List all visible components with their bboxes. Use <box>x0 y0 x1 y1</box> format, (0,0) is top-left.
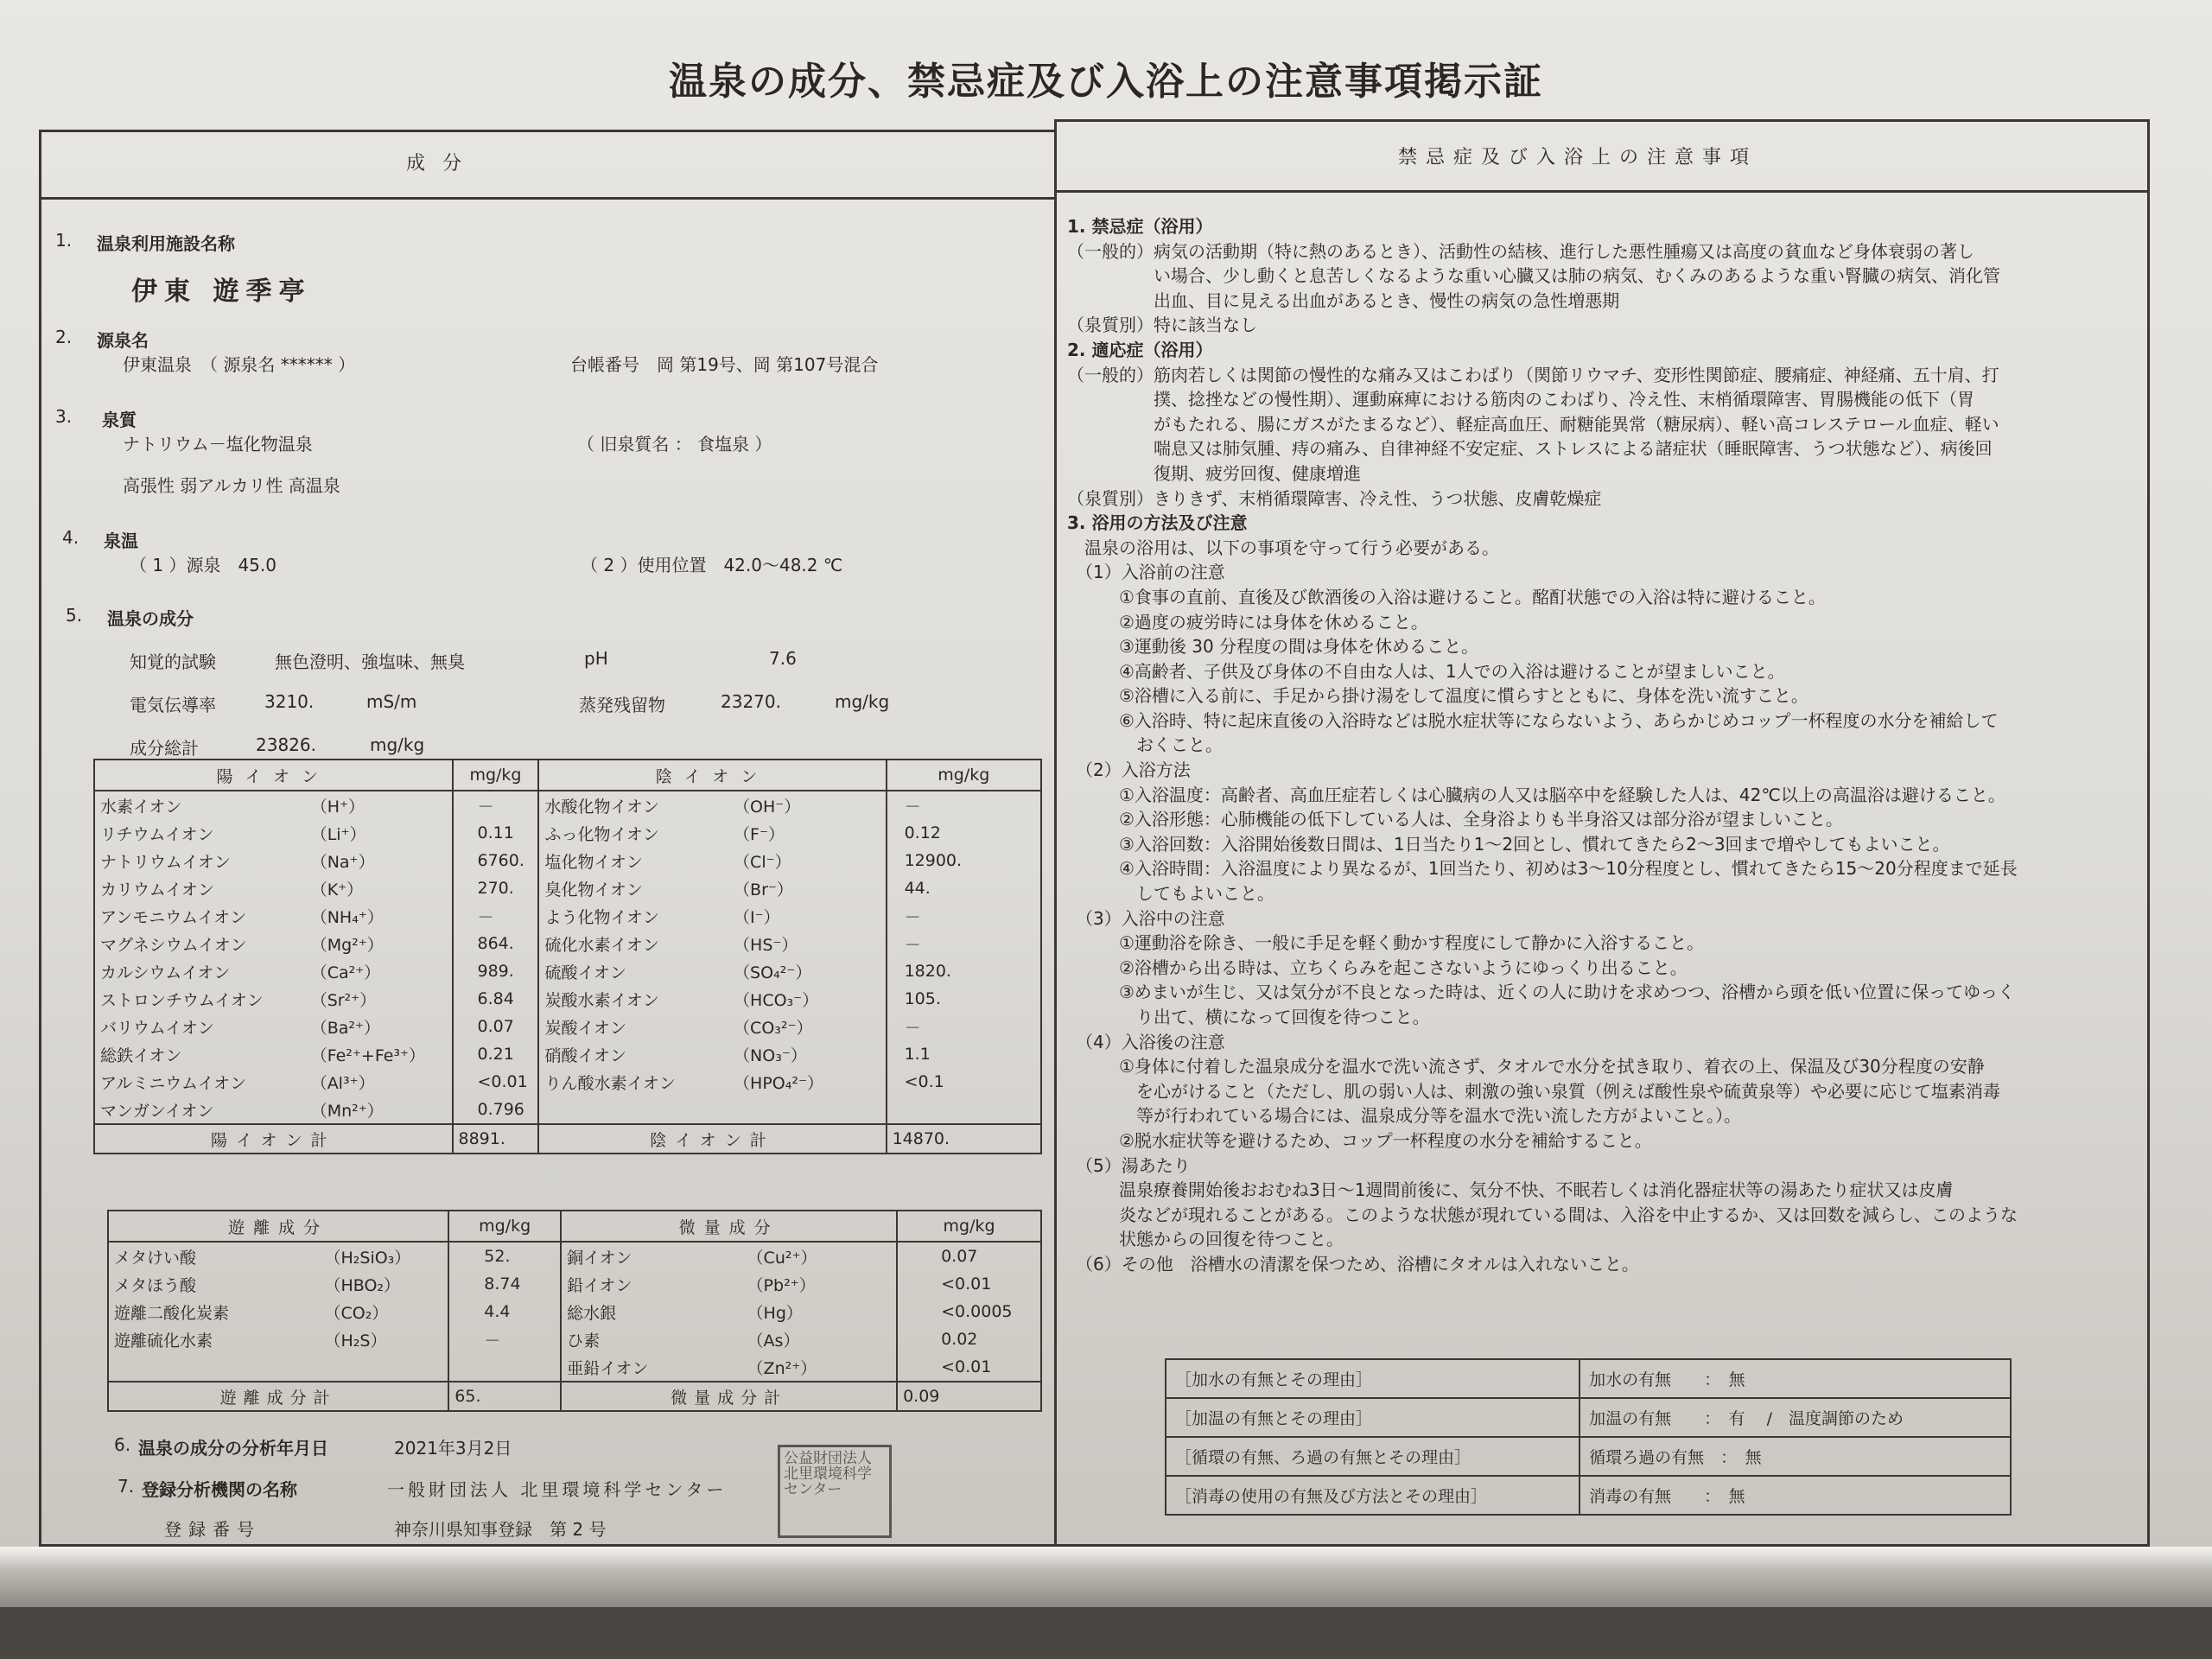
cation-name: カルシウムイオン <box>94 957 306 985</box>
cation-name: ナトリウムイオン <box>94 847 306 874</box>
temp-label: 泉温 <box>104 531 138 551</box>
cation-value: － <box>453 791 539 819</box>
cation-value: 270. <box>453 874 539 902</box>
cation-name: ストロンチウムイオン <box>94 985 306 1013</box>
analysis-date-num: 6. <box>114 1434 131 1455</box>
free-name: 遊離二酸化炭素 <box>108 1298 319 1325</box>
left-header-rule <box>39 197 1057 200</box>
cation-formula: （Li⁺） <box>306 819 453 847</box>
cation-name: アルミニウムイオン <box>94 1068 306 1096</box>
precaution-line: 復期、疲労回復、健康増進 <box>1067 462 1361 484</box>
cation-formula: （NH₄⁺） <box>306 902 453 930</box>
anion-name: 塩化物イオン <box>538 847 728 874</box>
trace-total-label: 微量成分計 <box>561 1382 897 1411</box>
table-row <box>108 1298 1041 1325</box>
quality-value: ナトリウム－塩化物温泉 <box>123 434 313 454</box>
cation-name: マンガンイオン <box>94 1096 306 1124</box>
anion-value: 0.12 <box>887 819 1041 847</box>
anion-total: 14870. <box>887 1124 1041 1154</box>
precaution-line: 等が行われている場合には、温泉成分等を温水で洗い流した方がよいこと。）。 <box>1067 1105 1741 1127</box>
lab-name: 一般財団法人 北里環境科学センター <box>387 1479 728 1500</box>
anion-formula: （CO₃²⁻） <box>728 1013 887 1040</box>
trace-value: 0.07 <box>897 1242 1041 1270</box>
precaution-line: 3. 浴用の方法及び注意 <box>1067 512 1248 534</box>
free-total: 65. <box>448 1382 561 1411</box>
seal-text: 公益財団法人北里環境科学センター <box>784 1450 872 1498</box>
total-label: 成分総計 <box>130 738 199 759</box>
cation-formula: （Al³⁺） <box>306 1068 453 1096</box>
table-row <box>108 1353 1041 1382</box>
anion-formula: （Cl⁻） <box>728 847 887 874</box>
table-row <box>94 1013 1041 1040</box>
hygiene-row <box>1166 1437 2011 1476</box>
hygiene-row <box>1166 1476 2011 1515</box>
precaution-line: （3）入浴中の注意 <box>1067 907 1225 929</box>
free-value: 8.74 <box>448 1270 561 1298</box>
anion-name: ふっ化物イオン <box>538 819 728 847</box>
cond-label: 電気伝導率 <box>130 695 216 715</box>
anion-name: 炭酸イオン <box>538 1013 728 1040</box>
trace-name: 銅イオン <box>561 1242 741 1270</box>
precaution-line: ②過度の疲労時には身体を休めること。 <box>1067 611 1428 632</box>
precaution-line: してもよいこと。 <box>1067 883 1274 905</box>
ion-table <box>93 759 1042 1154</box>
precaution-line: （泉質別）きりきず、末梢循環障害、冷え性、うつ状態、皮膚乾燥症 <box>1067 487 1602 509</box>
trace-name: ひ素 <box>561 1325 741 1353</box>
trace-formula: （As） <box>742 1325 898 1353</box>
anion-formula: （HS⁻） <box>728 930 887 957</box>
anion-value: － <box>887 1013 1041 1040</box>
precautions-text <box>1067 214 2126 1277</box>
free-formula: （H₂SiO₃） <box>319 1242 448 1270</box>
temp-use: （ 2 ）使用位置 42.0～48.2 ℃ <box>581 555 843 575</box>
precaution-line: ④高齢者、子供及び身体の不自由な人は、1人での入浴は避けることが望ましいこと。 <box>1067 660 1785 682</box>
left-header: 成分 <box>406 153 480 175</box>
cation-total: 8891. <box>453 1124 539 1154</box>
hygiene-status: 加水の有無 ： 無 <box>1580 1359 2011 1398</box>
anion-formula: （I⁻） <box>728 902 887 930</box>
hygiene-item: ［加温の有無とその理由］ <box>1166 1398 1580 1437</box>
anion-formula: （F⁻） <box>728 819 887 847</box>
trace-formula: （Pb²⁺） <box>742 1270 898 1298</box>
free-name: メタほう酸 <box>108 1270 319 1298</box>
table-row <box>94 957 1041 985</box>
cation-value: 864. <box>453 930 539 957</box>
ph-value: 7.6 <box>769 648 797 669</box>
free-unit-header: mg/kg <box>448 1211 561 1242</box>
cation-formula: （Sr²⁺） <box>306 985 453 1013</box>
precaution-line: ⑥入浴時、特に起床直後の入浴時などは脱水症状等にならないよう、あらかじめコップ一杯程度の水分を補給して <box>1067 709 1999 731</box>
anion-header: 陰イオン <box>538 760 886 791</box>
cation-value: 0.796 <box>453 1096 539 1124</box>
cation-name: アンモニウムイオン <box>94 902 306 930</box>
precaution-line: ③入浴回数：入浴開始後数日間は、1日当たり1～2回とし、慣れてきたら2～3回まで増やしてもよいこと。 <box>1067 833 1950 855</box>
hygiene-row <box>1166 1398 2011 1437</box>
free-name: 遊離硫化水素 <box>108 1325 319 1353</box>
anion-value: 105. <box>887 985 1041 1013</box>
sensory-value: 無色澄明、強塩味、無臭 <box>275 652 465 672</box>
precaution-line: ①食事の直前、直後及び飲酒後の入浴は避けること。酩酊状態での入浴は特に避けること。 <box>1067 586 1826 607</box>
cation-value: 0.11 <box>453 819 539 847</box>
quality-traits: 高張性 弱アルカリ性 高温泉 <box>123 475 340 496</box>
precaution-line: 撲、捻挫などの慢性期）、運動麻痺における筋肉のこわばり、冷え性、末梢循環障害、胃腸機能の低下（胃 <box>1067 389 1974 410</box>
free-trace-body <box>108 1242 1041 1382</box>
table-row <box>94 1096 1041 1124</box>
facility-num: 1. <box>55 230 73 251</box>
ph-label: pH <box>584 648 608 669</box>
precaution-line: （泉質別）特に該当なし <box>1067 315 1257 336</box>
anion-value <box>887 1096 1041 1124</box>
precaution-line: （1）入浴前の注意 <box>1067 562 1225 583</box>
cation-formula: （Ca²⁺） <box>306 957 453 985</box>
anion-formula: （HCO₃⁻） <box>728 985 887 1013</box>
free-total-label: 遊離成分計 <box>108 1382 448 1411</box>
hygiene-item: ［消毒の使用の有無及び方法とその理由］ <box>1166 1476 1580 1515</box>
precaution-line: ③運動後 30 分程度の間は身体を休めること。 <box>1067 636 1479 658</box>
hygiene-item: ［循環の有無、ろ過の有無とその理由］ <box>1166 1437 1580 1476</box>
table-row <box>94 1040 1041 1068</box>
facility-name: 伊東 遊季亭 <box>131 276 312 307</box>
hygiene-item: ［加水の有無とその理由］ <box>1166 1359 1580 1398</box>
trace-name: 総水銀 <box>561 1298 741 1325</box>
anion-name: りん酸水素イオン <box>538 1068 728 1096</box>
components-label: 温泉の成分 <box>107 608 194 629</box>
table-row <box>94 985 1041 1013</box>
precaution-line: ②入浴形態：心肺機能の低下している人は、全身浴よりも半身浴又は部分浴が望ましいこと。 <box>1067 809 1843 830</box>
residue-label: 蒸発残留物 <box>579 695 665 715</box>
lab-label: 登録分析機関の名称 <box>142 1479 297 1500</box>
cation-total-label: 陽イオン計 <box>94 1124 453 1154</box>
right-header-rule <box>1054 190 2150 193</box>
precaution-line: ②脱水症状等を避けるため、コップ一杯程度の水分を補給すること。 <box>1067 1129 1652 1151</box>
trace-value: <0.01 <box>897 1270 1041 1298</box>
source-name: 伊東温泉 （ 源泉名 ****** ） <box>123 354 356 375</box>
hygiene-status: 消毒の有無 ： 無 <box>1580 1476 2011 1515</box>
anion-formula: （HPO₄²⁻） <box>728 1068 887 1096</box>
precaution-line: ④入浴時間：入浴温度により異なるが、1回当たり、初めは3～10分程度とし、慣れてきたら15～20分程度まで延長 <box>1067 858 2018 880</box>
anion-value: － <box>887 791 1041 819</box>
notice-title: 温泉の成分、禁忌症及び入浴上の注意事項掲示証 <box>669 60 1543 104</box>
cation-formula: （K⁺） <box>306 874 453 902</box>
precaution-line: 状態からの回復を待つこと。 <box>1067 1229 1344 1250</box>
free-header: 遊離成分 <box>108 1211 448 1242</box>
total-unit: mg/kg <box>370 734 425 755</box>
precaution-line: ①運動浴を除き、一般に手足を軽く動かす程度にして静かに入浴すること。 <box>1067 932 1705 954</box>
precaution-line: （2）入浴方法 <box>1067 760 1191 781</box>
precaution-line: り出て、横になって回復を待つこと。 <box>1067 1007 1430 1027</box>
cation-name: 総鉄イオン <box>94 1040 306 1068</box>
anion-name: 臭化物イオン <box>538 874 728 902</box>
table-row <box>108 1242 1041 1270</box>
cation-value: 6.84 <box>453 985 539 1013</box>
source-num: 2. <box>55 327 73 347</box>
trace-value: <0.0005 <box>897 1298 1041 1325</box>
cation-name: リチウムイオン <box>94 819 306 847</box>
free-value <box>448 1353 561 1382</box>
cation-formula: （Mn²⁺） <box>306 1096 453 1124</box>
hygiene-table <box>1165 1358 2012 1516</box>
precaution-line: （一般的）筋肉若しくは関節の慢性的な痛み又はこわばり（関節リウマチ、変形性関節症、腰痛症、神経痛、五十肩、打 <box>1067 364 1999 385</box>
free-trace-table <box>107 1210 1042 1412</box>
precaution-line: 出血、目に見える出血があるとき、慢性の病気の急性増悪期 <box>1067 289 1620 311</box>
precaution-line: （5）湯あたり <box>1067 1154 1191 1176</box>
lab-reg-label: 登録番号 <box>164 1519 261 1540</box>
right-header: 禁忌症及び入浴上の注意事項 <box>1398 147 1758 168</box>
cond-value: 3210. <box>264 691 315 712</box>
table-row <box>94 791 1041 819</box>
components-num: 5. <box>66 605 83 626</box>
anion-formula: （SO₄²⁻） <box>728 957 887 985</box>
precaution-line: 温泉の浴用は、以下の事項を守って行う必要がある。 <box>1067 537 1499 558</box>
anion-formula <box>728 1096 887 1124</box>
cation-name: 水素イオン <box>94 791 306 819</box>
cation-value: 0.21 <box>453 1040 539 1068</box>
precaution-line: 炎などが現れることがある。このような状態が現れている間は、入浴を中止するか、又は回数を減らし、このような <box>1067 1204 2018 1225</box>
residue-value: 23270. <box>721 691 781 712</box>
anion-formula: （NO₃⁻） <box>728 1040 887 1068</box>
anion-formula: （OH⁻） <box>728 791 887 819</box>
free-name: メタけい酸 <box>108 1242 319 1270</box>
residue-unit: mg/kg <box>835 691 890 712</box>
source-label: 源泉名 <box>97 330 149 351</box>
cation-formula: （H⁺） <box>306 791 453 819</box>
facility-label: 温泉利用施設名称 <box>97 233 235 254</box>
anion-value: － <box>887 930 1041 957</box>
anion-name: 炭酸水素イオン <box>538 985 728 1013</box>
trace-unit-header: mg/kg <box>897 1211 1041 1242</box>
trace-value: 0.02 <box>897 1325 1041 1353</box>
hygiene-row <box>1166 1359 2011 1398</box>
cation-value: 989. <box>453 957 539 985</box>
temp-num: 4. <box>62 527 79 548</box>
precaution-line: ⑤浴槽に入る前に、手足から掛け湯をして温度に慣らすとともに、身体を洗い流すこと。 <box>1067 685 1808 707</box>
free-formula: （HBO₂） <box>319 1270 448 1298</box>
free-name <box>108 1353 319 1382</box>
anion-name <box>538 1096 728 1124</box>
temp-source: （ 1 ）源泉 45.0 <box>130 555 276 575</box>
precaution-line: ②浴槽から出る時は、立ちくらみを起こさないようにゆっくり出ること。 <box>1067 957 1688 978</box>
precaution-line: 温泉療養開始後おおむね3日～1週間前後に、気分不快、不眠若しくは消化器症状等の湯あたり症状又は皮膚 <box>1067 1179 1954 1201</box>
source-ledger: 台帳番号 岡 第19号、岡 第107号混合 <box>570 354 879 375</box>
cation-formula: （Na⁺） <box>306 847 453 874</box>
trace-formula: （Cu²⁺） <box>742 1242 898 1270</box>
cation-value: － <box>453 902 539 930</box>
cation-name: マグネシウムイオン <box>94 930 306 957</box>
anion-value: 12900. <box>887 847 1041 874</box>
anion-value: 44. <box>887 874 1041 902</box>
anion-unit-header: mg/kg <box>887 760 1041 791</box>
precaution-line: （4）入浴後の注意 <box>1067 1031 1225 1052</box>
cation-unit-header: mg/kg <box>453 760 539 791</box>
hygiene-status: 加温の有無 ： 有 / 温度調節のため <box>1580 1398 2011 1437</box>
free-formula: （H₂S） <box>319 1325 448 1353</box>
anion-formula: （Br⁻） <box>728 874 887 902</box>
trace-formula: （Zn²⁺） <box>742 1353 898 1382</box>
table-row <box>94 874 1041 902</box>
frame-rail <box>0 1547 2212 1607</box>
anion-value: 1.1 <box>887 1040 1041 1068</box>
trace-name: 亜鉛イオン <box>561 1353 741 1382</box>
trace-name: 鉛イオン <box>561 1270 741 1298</box>
precaution-line: （一般的）病気の活動期（特に熱のあるとき）、活動性の結核、進行した悪性腫瘍又は高度の貧血など身体衰弱の著し <box>1067 240 1974 262</box>
hygiene-status: 循環ろ過の有無 ： 無 <box>1580 1437 2011 1476</box>
total-value: 23826. <box>256 734 316 755</box>
analysis-date-value: 2021年3月2日 <box>394 1438 512 1459</box>
analysis-date-label: 温泉の成分の分析年月日 <box>138 1438 328 1459</box>
cation-formula: （Mg²⁺） <box>306 930 453 957</box>
quality-num: 3. <box>55 406 73 427</box>
precaution-line: を心がけること（ただし、肌の弱い人は、刺激の強い泉質（例えば酸性泉や硫黄泉等）や必要に応じて塩素消毒 <box>1067 1080 2000 1102</box>
table-row <box>108 1270 1041 1298</box>
precaution-line: 2. 適応症（浴用） <box>1067 339 1213 360</box>
precaution-line: ①入浴温度：高齢者、高血圧症若しくは心臓病の人又は脳卒中を経験した人は、42℃以上の高温浴は避けること。 <box>1067 784 2005 805</box>
anion-value: － <box>887 902 1041 930</box>
quality-old: （ 旧泉質名 ： 食塩泉 ） <box>577 434 772 454</box>
free-value: 52. <box>448 1242 561 1270</box>
table-row <box>94 930 1041 957</box>
precaution-line: ①身体に付着した温泉成分を温水で洗い流さず、タオルで水分を拭き取り、着衣の上、保温及び30分程度の安静 <box>1067 1056 1985 1077</box>
precaution-line: い場合、少し動くと息苦しくなるような重い心臓又は肺の病気、むくみのあるような重い腎臓の病気、消化管 <box>1067 265 2000 287</box>
precaution-line: 喘息又は肺気腫、痔の痛み、自律神経不安定症、ストレスによる諸症状（睡眠障害、うつ状態など）、病後回 <box>1067 438 1993 460</box>
anion-name: 硝酸イオン <box>538 1040 728 1068</box>
table-row <box>94 819 1041 847</box>
cation-value: 0.07 <box>453 1013 539 1040</box>
table-row <box>94 847 1041 874</box>
anion-value: 1820. <box>887 957 1041 985</box>
precaution-line: がもたれる、腸にガスがたまるなど）、軽症高血圧、耐糖能異常（糖尿病）、軽い高コレステロール血症、軽い <box>1067 413 1999 435</box>
anion-total-label: 陰イオン計 <box>538 1124 886 1154</box>
hygiene-body <box>1166 1359 2011 1515</box>
table-row <box>94 902 1041 930</box>
sensory-label: 知覚的試験 <box>130 652 216 672</box>
table-row <box>108 1325 1041 1353</box>
quality-label: 泉質 <box>102 410 137 430</box>
anion-name: よう化物イオン <box>538 902 728 930</box>
lab-reg-value: 神奈川県知事登録 第 2 号 <box>394 1519 607 1540</box>
cation-formula: （Ba²⁺） <box>306 1013 453 1040</box>
free-formula: （CO₂） <box>319 1298 448 1325</box>
anion-name: 硫化水素イオン <box>538 930 728 957</box>
trace-total: 0.09 <box>897 1382 1041 1411</box>
precaution-line: おくこと。 <box>1067 734 1223 756</box>
free-formula <box>319 1353 448 1382</box>
anion-name: 水酸化物イオン <box>538 791 728 819</box>
cation-value: 6760. <box>453 847 539 874</box>
cation-value: <0.01 <box>453 1068 539 1096</box>
precaution-line: （6）その他 浴槽水の清潔を保つため、浴槽にタオルは入れないこと。 <box>1067 1253 1639 1274</box>
trace-header: 微量成分 <box>561 1211 897 1242</box>
free-value: － <box>448 1325 561 1353</box>
cation-name: バリウムイオン <box>94 1013 306 1040</box>
trace-formula: （Hg） <box>742 1298 898 1325</box>
anion-value: <0.1 <box>887 1068 1041 1096</box>
ion-table-body <box>94 791 1041 1124</box>
frame-shadow <box>0 1607 2212 1659</box>
cation-name: カリウムイオン <box>94 874 306 902</box>
table-row <box>94 1068 1041 1096</box>
lab-seal <box>778 1445 892 1538</box>
precaution-line: 1. 禁忌症（浴用） <box>1067 216 1213 237</box>
cond-unit: mS/m <box>366 691 417 712</box>
anion-name: 硫酸イオン <box>538 957 728 985</box>
cation-header: 陽イオン <box>94 760 453 791</box>
lab-num: 7. <box>118 1476 135 1497</box>
free-value: 4.4 <box>448 1298 561 1325</box>
precaution-line: ③めまいが生じ、又は気分が不良となった時は、近くの人に助けを求めつつ、浴槽から頭を低い位置に保ってゆっく <box>1067 982 2015 1003</box>
trace-value: <0.01 <box>897 1353 1041 1382</box>
cation-formula: （Fe²⁺+Fe³⁺） <box>306 1040 453 1068</box>
